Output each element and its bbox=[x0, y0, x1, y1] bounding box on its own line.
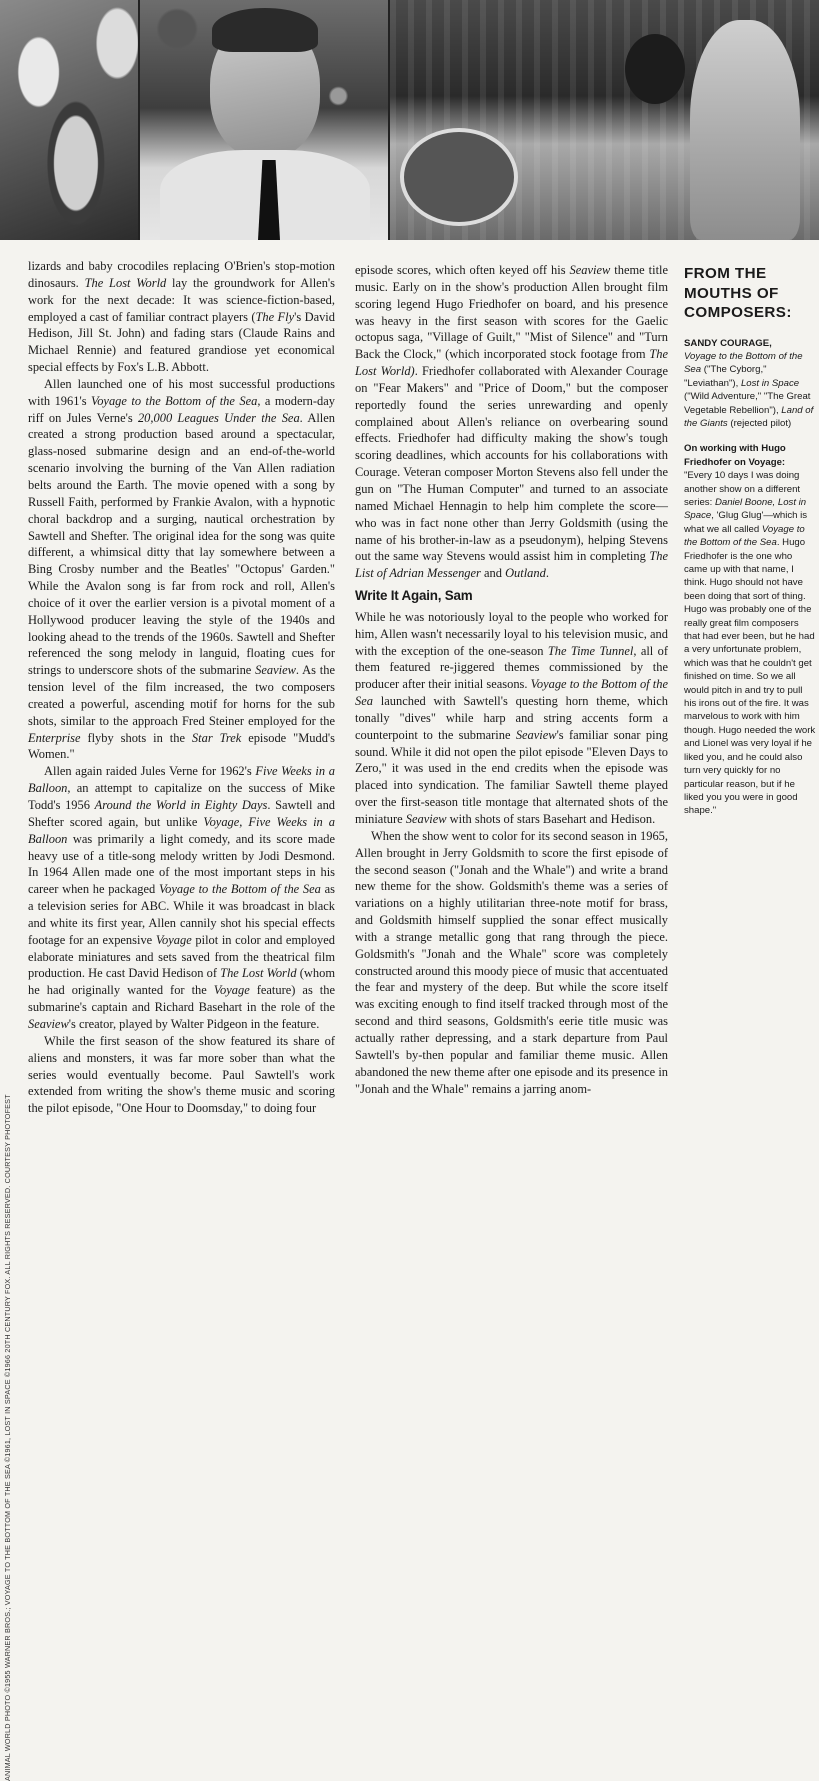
paragraph: Allen again raided Jules Verne for 1962's Five Weeks in a Balloon, an attempt to capitalize on the success of Mike Todd's 1956 Around the World in Eighty Days. Sawtell and Shefter scored again, but unlike Voyage, Five Weeks in a Balloon was primarily a light comedy, and its score made heavy use of a title-song melody written by Jodi Desmond. In 1964 Allen made one of the most important steps in his career when he packaged Voyage to the Bottom of the Sea as a television series for ABC. While it was broadcast in black and white its first year, Allen cannily shot his special effects footage for an expensive Voyage pilot in color and employed elaborate miniatures and sets saved from the theatrical film production. He cast David Hedison of The Lost World (whom he had originally wanted for the Voyage feature) as the submarine's captain and Richard Basehart in the role of the Seaview's creator, played by Walter Pidgeon in the feature. bbox=[28, 764, 336, 1031]
paragraph: While the first season of the show featured its share of aliens and monsters, it was far more sober than what the series would eventually become. Paul Sawtell's work extended from writing the show's theme music and scoring the pilot episode, "One Hour to Doomsday," to doing four bbox=[28, 1033, 335, 1116]
photo-strip bbox=[0, 0, 819, 240]
composer-name: SANDY COURAGE, bbox=[684, 337, 772, 349]
photo-credit: ANIMAL WORLD PHOTO ©1955 WARNER BROS.; VOYAGE TO THE BOTTOM OF THE SEA ©1961, LOST IN SPACE ©1966 20TH CENTURY FOX. ALL RIGHTS RESERVED. COURTESY PHOTOFEST bbox=[3, 1094, 12, 1781]
hair-shape bbox=[212, 8, 318, 52]
paragraph: While he was notoriously loyal to the people who worked for him, Allen wasn't necessarily loyal to his television music, and with the exception of the one-season The Time Tunnel, all of them featured re-jiggered themes commissioned by the producer after their initial seasons. Voyage to the Bottom of the Sea launched with Sawtell's questing horn theme, which tonally "dives" while harp and string accents form a counterpoint to the submarine Seaview's familiar sonar ping sound. While it did not open the pilot episode "Eleven Days to Zero," it was used in the end credits when the episode was placed into syndication. The familiar Sawtell theme played over the first-season title montage that alternated shots of the miniature Seaview with shots of stars Basehart and Hedison. bbox=[355, 609, 669, 826]
paragraph: episode scores, which often keyed off his Seaview theme title music. Early on in the show's production Allen brought film scoring legend Hugo Friedhofer on board, and his presence was heavy in the first season with scores for the Gaelic octopus saga, "Village of Guilt," "Mist of Silence" and "Turn Back the Clock," (which incorporated stock footage from The Lost World). Friedhofer collaborated with Alexander Courage on "Fear Makers" and "Price of Doom," but the composer reportedly found the series unrewarding and openly complained about Allen's reliance on overbearing sound effects. Friedhofer had difficulty making the show's tough scoring deadlines, which accounts for his collaborations with Courage. Veteran composer Morton Stevens also fell under the gun on "The Human Computer" and turned to an associate named Michael Hennagin to help him complete the score—who was in fact none other than Jerry Goldsmith (using the name of his brother-in-law as a pseudonym), helping Stevens out the same way Stevens would assist him in completing The List of Adrian Messenger and Outland. bbox=[355, 263, 669, 581]
sidebar-title: FROM THE MOUTHS OF COMPOSERS: bbox=[684, 265, 792, 321]
crew-member-shape bbox=[625, 34, 685, 104]
officer-shape bbox=[690, 20, 800, 240]
paragraph: Allen launched one of his most successful productions with 1961's Voyage to the Bottom of the Sea, a modern-day riff on Jules Verne's 20,000 Leagues Under the Sea. Allen created a strong production based around a spectacular, glass-nosed submarine design and an end-of-the-world scenario involving the burning of the Van Allen radiation belts around the Earth. The movie opened with a song by Russell Faith, performed by Frankie Avalon, with a hypnotic choral backdrop and a surging, nautical orchestration by Sawtell and Shefter. The original idea for the song was quite different, a whimsical ditty that lay somewhere between a Bing Crosby number and the Beatles' "Octopus' Garden." While the Avalon song is far from rock and roll, Allen's choice of it over the earlier version is a pivotal moment of a Hollywood producer leaving the style of the 1940s and looking ahead to the trends of the 1960s. Sawtell and Shefter referenced the song melody in languid, floating cues for strings to underscore shots of the submarine Seaview. As the tension level of the film increased, the two composers created a powerful, ascending motif for horns for the sub shots, similar to the approach Fred Steiner employed for the Enterprise flyby shots in the Star Trek episode "Mudd's Women." bbox=[28, 376, 336, 762]
article-column-2 bbox=[355, 262, 668, 1097]
sidebar-quotes bbox=[684, 264, 816, 818]
paragraph: When the show went to color for its second season in 1965, Allen brought in Jerry Goldsmith to score the first episode of the second season ("Jonah and the Whale") and write a brand new theme for the show. Goldsmith's theme was a series of variations on a highly utilitarian three-note motif for brass, and Goldsmith himself supplied the sonar effect musically with a strange metallic gong that rang through the piece. Goldsmith's "Jonah and the Whale" score was completely constructed around this moody piece of music that accentuated the fear and mystery of the deep. But while the score itself was exciting enough to find itself tracked through most of the second and third seasons, Goldsmith's eerie title music was actually rather depressing, and a stark departure from Paul Sawtell's by-then popular and familiar theme music. Allen abandoned the new theme after one episode and its presence in "Jonah and the Whale" remains a jarring anom- bbox=[355, 828, 668, 1096]
paragraph: lizards and baby crocodiles replacing O'Brien's stop-motion dinosaurs. The Lost World lay the groundwork for Allen's work for the next decade: It was science-fiction-based, employed a cast of familiar contract players (The Fly's David Hedison, Jill St. John) and fading stars (Claude Rains and Michael Rennie) and featured grandiose yet economical special effects by Fox's L.B. Abbott. bbox=[28, 259, 335, 375]
egg-hatching-photo bbox=[0, 0, 138, 240]
article-column-1 bbox=[28, 258, 335, 1117]
officer-portrait-photo bbox=[140, 0, 388, 240]
control-dial-shape bbox=[400, 128, 518, 226]
control-room-photo bbox=[390, 0, 819, 240]
section-heading: Write It Again, Sam bbox=[355, 588, 473, 604]
composer-credits: Voyage to the Bottom of the Sea ("The Cyborg," "Leviathan"), Lost in Space ("Wild Adventure," "The Great Vegetable Rebellion"), Land of the Giants (rejected pilot) bbox=[684, 350, 814, 429]
composer-quote: "Every 10 days I was doing another show on a different series: Daniel Boone, Lost in Space, 'Glug Glug'—which is what we all called Voyage to the Bottom of the Sea. Hugo Friedhofer is the one who came up with that name, I think. Hugo should not have been doing that sort of thing. Hugo was probably one of the really great film composers that had ever been, but he had a very unfortunate problem, which was that he couldn't get finished on time. So we all would pitch in and try to pull his irons out of the fire. It was marvelous to work with him though. Hugo needed the work and Lionel was very loyal if he liked you, and he could also turn very quickly for no particular reason, but if he liked you you were in good shape." bbox=[684, 470, 816, 817]
quote-topic: On working with Hugo Friedhofer on Voyage: bbox=[684, 443, 786, 468]
